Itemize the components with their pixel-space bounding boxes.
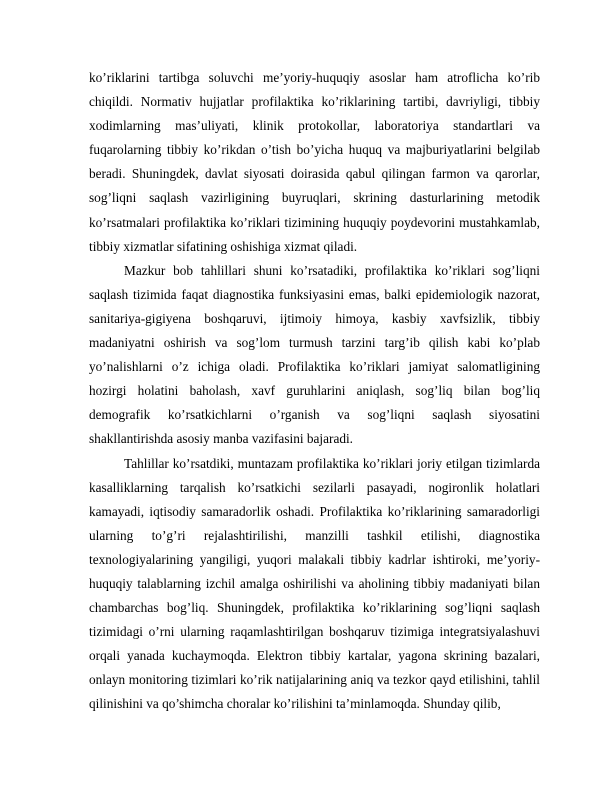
paragraph-findings: Tahlillar ko’rsatdiki, muntazam profilaktika ko’riklari joriy etilgan tizimlarda kasalliklarning tarqalish ko’rsatkichi sezilarli pasayadi, nogironlik holatlari kamayadi, iqtisodiy samaradorlik oshadi. Profilaktika ko’riklarining samaradorligi ularning to’g’ri rejalashtirilishi, manzilli tashkil etilishi, diagnostika texnologiyalarining yangiligi, yuqori malakali tibbiy kadrlar ishtiroki, me’yoriy-huquqiy talablarning izchil amalga oshirilishi va aholining tibbiy madaniyati bilan chambarchas bog’liq. Shuningdek, profilaktika ko’riklarining sog’liqni saqlash tizimidagi o’rni ularning raqamlashtirilgan boshqaruv tizimiga integratsiyalashuvi orqali yanada kuchaymoqda. Elektron tibbiy kartalar, yagona skrining bazalari, onlayn monitoring tizimlari ko’rik natijalarining aniq va tezkor qayd etilishini, tahlil qilinishini va qo’shimcha choralar ko’rilishini ta’minlamoqda. Shunday qilib, (89, 455, 540, 712)
paragraph-continuation: ko’riklarini tartibga soluvchi me’yoriy-huquqiy asoslar ham atroflicha ko’rib chiqildi. Normativ hujjatlar profilaktika ko’riklarining tartibi, davriyligi, tibbiy xodimlarning mas’uliyati, klinik protokollar, laboratoriya standartlari va fuqarolarning tibbiy ko’rikdan o’tish bo’yicha huquq va majburiyatlarini belgilab beradi. Shuningdek, davlat siyosati doirasida qabul qilingan farmon va qarorlar, sog’liqni saqlash vazirligining buyruqlari, skrining dasturlarining metodik ko’rsatmalari profilaktika ko’riklari tizimining huquqiy poydevorini mustahkamlab, tibbiy xizmatlar sifatining oshishiga xizmat qiladi. (89, 70, 540, 254)
paragraph-analysis: Mazkur bob tahlillari shuni ko’rsatadiki, profilaktika ko’riklari sog’liqni saqlash tizimida faqat diagnostika funksiyasini emas, balki epidemiologik nazorat, sanitariya-gigiyena boshqaruvi, ijtimoiy himoya, kasbiy xavfsizlik, tibbiy madaniyatni oshirish va sog’lom turmush tarzini targ’ib qilish kabi ko’plab yo’nalishlarni o’z ichiga oladi. Profilaktika ko’riklari jamiyat salomatligining hozirgi holatini baholash, xavf guruhlarini aniqlash, sog’liq bilan bog’liq demografik ko’rsatkichlarni o’rganish va sog’liqni saqlash siyosatini shakllantirishda asosiy manba vazifasini bajaradi. (89, 262, 540, 447)
body-text (89, 66, 540, 717)
